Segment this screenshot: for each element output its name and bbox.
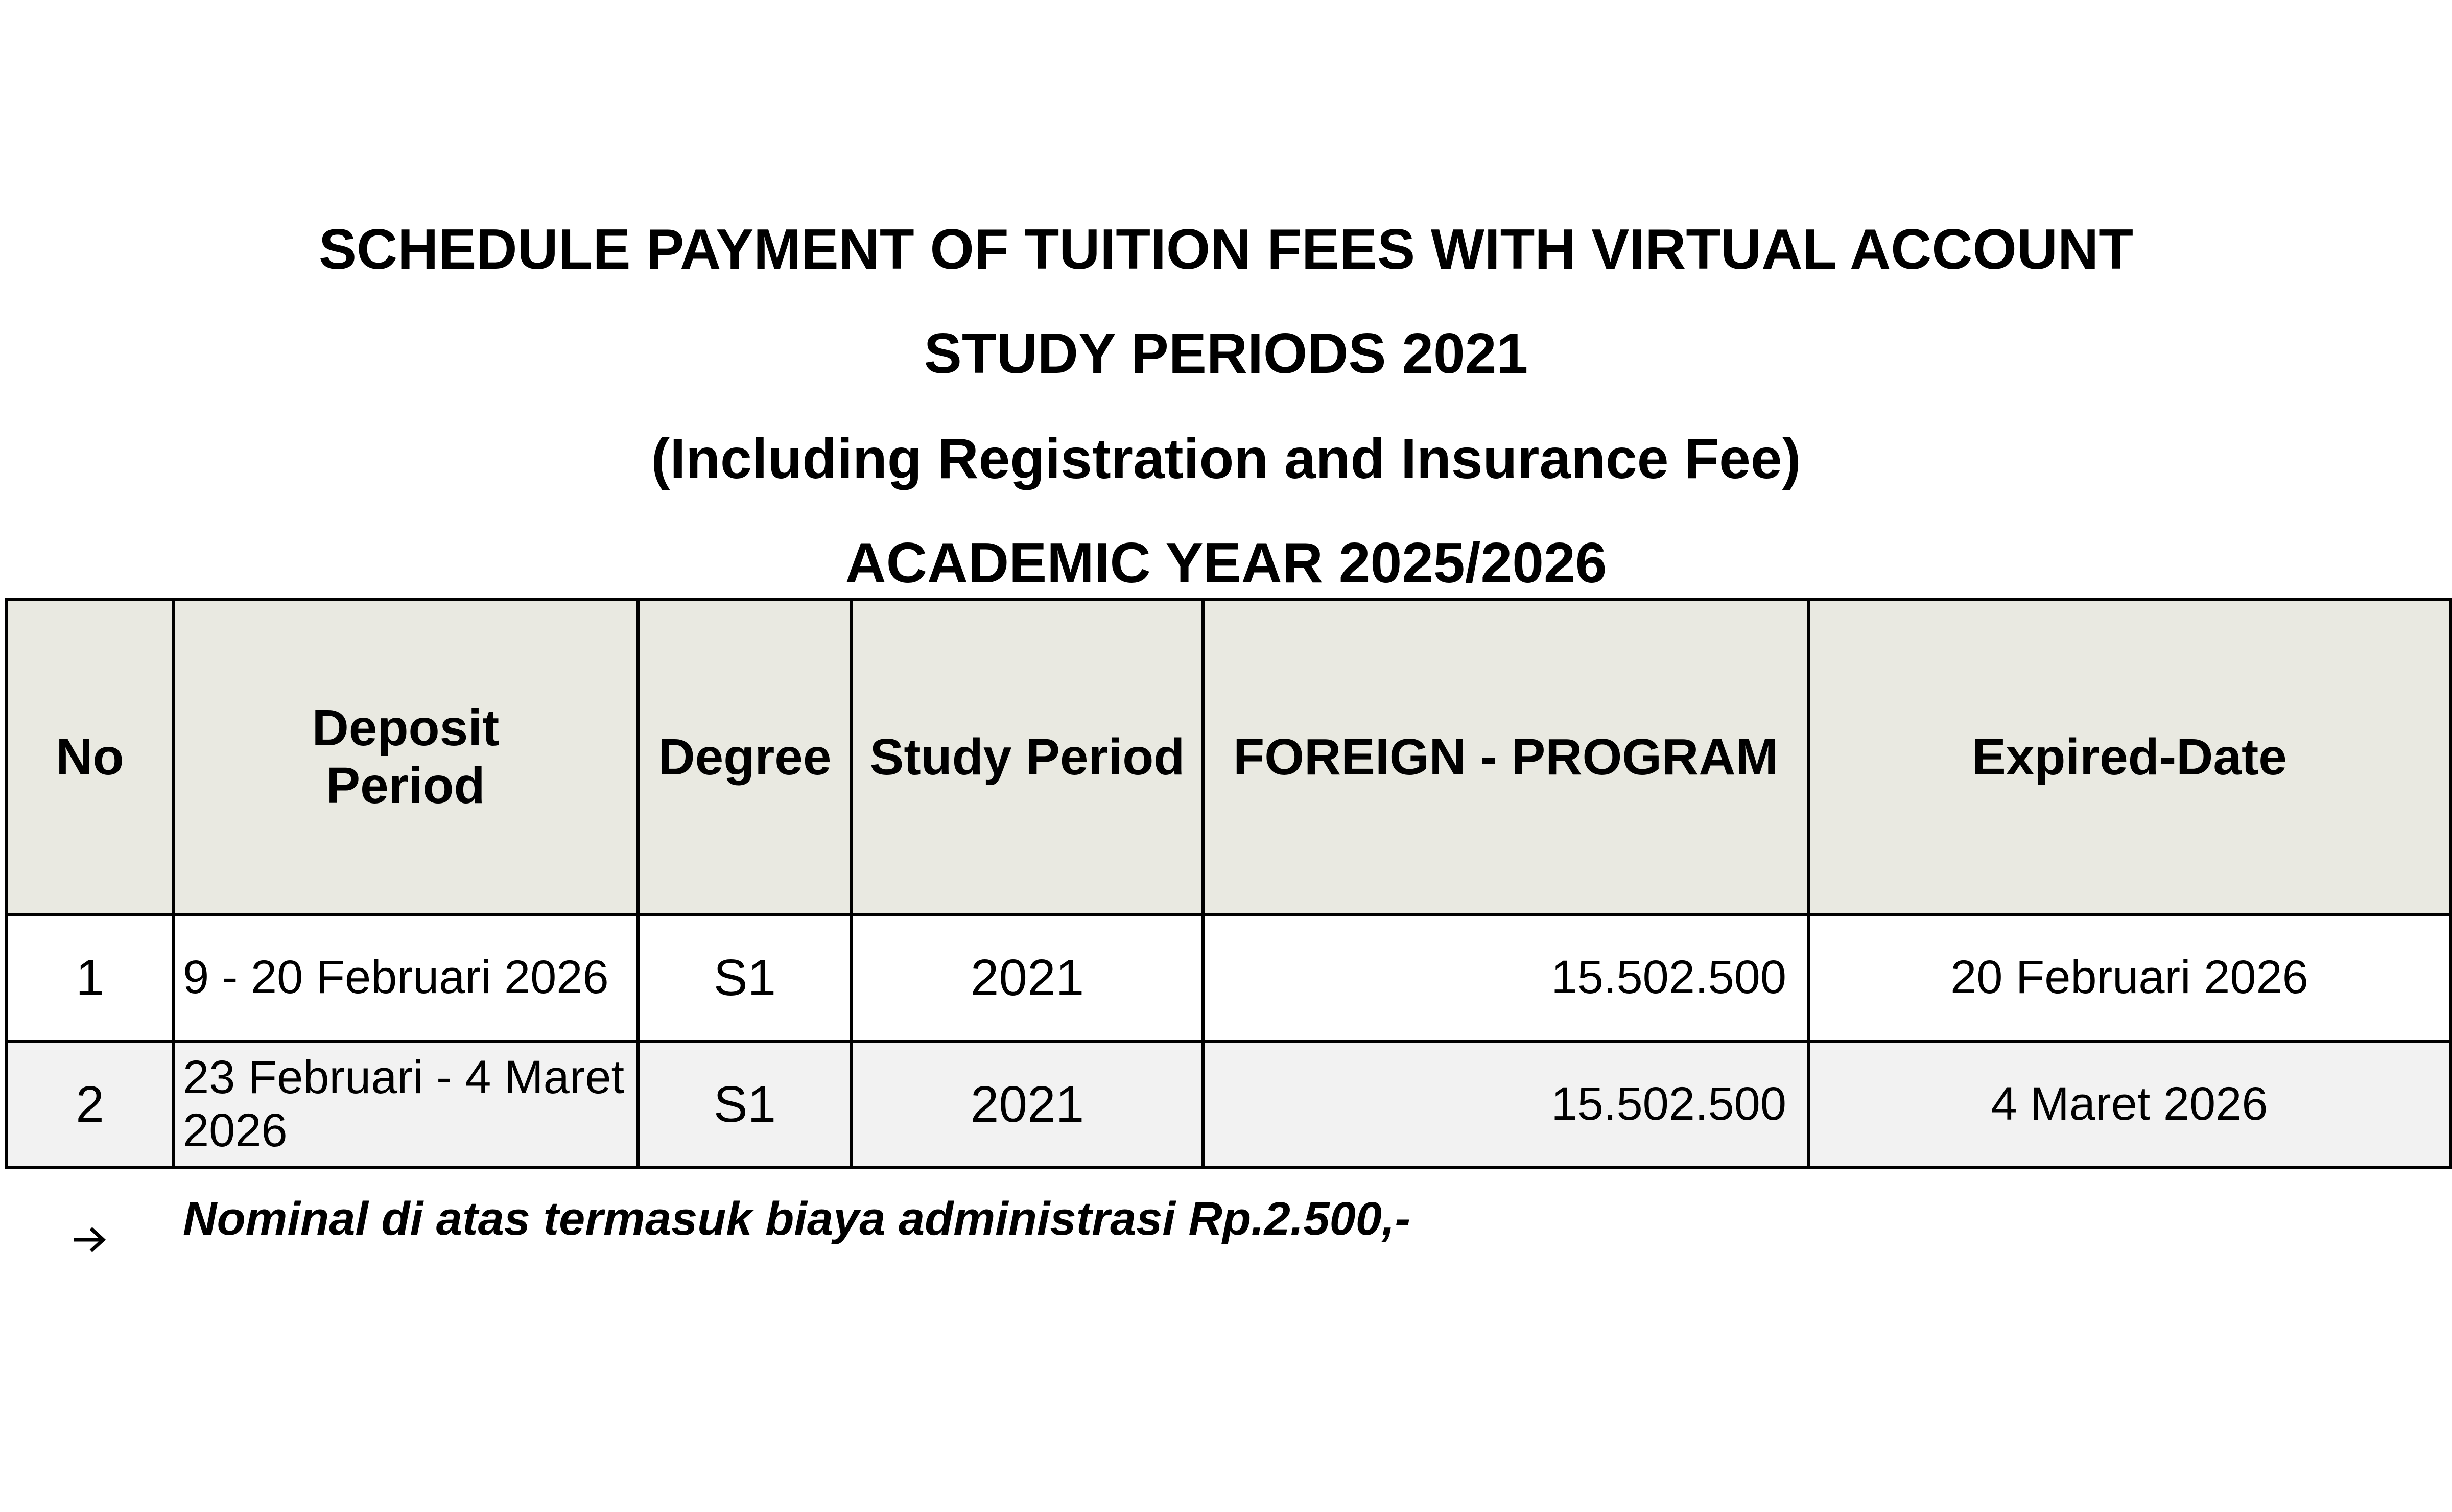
cell-expired-date: 20 Februari 2026 <box>1808 914 2450 1041</box>
column-header-deposit-period-label: Deposit Period <box>312 699 500 814</box>
column-header-no: No <box>7 600 173 914</box>
cell-deposit-period: 9 - 20 Februari 2026 <box>173 914 638 1041</box>
cell-study-period: 2021 <box>852 914 1203 1041</box>
table-header-row <box>7 600 2450 914</box>
cell-degree: S1 <box>638 1041 852 1168</box>
document-title: SCHEDULE PAYMENT OF TUITION FEES WITH VIRTUAL ACCOUNT <box>318 218 2134 281</box>
document-subtitle-inclusions: (Including Registration and Insurance Fee) <box>651 427 1801 490</box>
cell-deposit-period: 23 Februari - 4 Maret 2026 <box>173 1041 638 1168</box>
document-subtitle-study-periods: STUDY PERIODS 2021 <box>924 322 1528 385</box>
table-row <box>7 1041 2450 1168</box>
arrow-right-icon <box>72 1221 107 1262</box>
cell-expired-date: 4 Maret 2026 <box>1808 1041 2450 1168</box>
cell-amount: 15.502.500 <box>1203 1041 1808 1168</box>
column-header-deposit-period <box>173 600 638 914</box>
cell-study-period: 2021 <box>852 1041 1203 1168</box>
cell-degree: S1 <box>638 914 852 1041</box>
cell-no: 2 <box>7 1041 173 1168</box>
cell-amount: 15.502.500 <box>1203 914 1808 1041</box>
payment-schedule-table <box>5 598 2452 1169</box>
administration-fee-note: Nominal di atas termasuk biaya administrasi Rp.2.500,- <box>183 1193 1411 1245</box>
column-header-foreign-program: FOREIGN - PROGRAM <box>1203 600 1808 914</box>
column-header-expired-date: Expired-Date <box>1808 600 2450 914</box>
column-header-study-period: Study Period <box>852 600 1203 914</box>
column-header-degree: Degree <box>638 600 852 914</box>
document-subtitle-academic-year: ACADEMIC YEAR 2025/2026 <box>845 531 1607 595</box>
cell-no: 1 <box>7 914 173 1041</box>
table-row <box>7 914 2450 1041</box>
